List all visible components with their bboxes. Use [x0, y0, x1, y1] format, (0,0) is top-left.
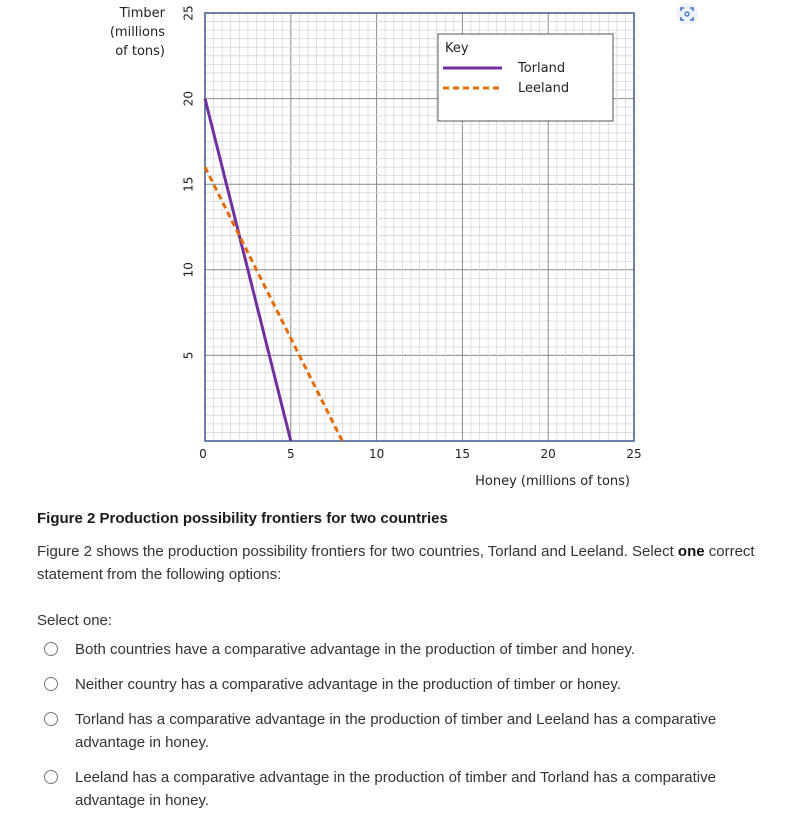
select-one-label: Select one:	[37, 612, 113, 629]
expand-image-button[interactable]	[676, 3, 698, 25]
legend-label-torland: Torland	[518, 61, 566, 76]
radio-button[interactable]	[44, 642, 58, 656]
x-tick-label: 20	[540, 447, 556, 461]
x-tick-label: 5	[286, 447, 295, 461]
x-axis-label: Honey (millions of tons)	[475, 474, 630, 489]
answer-option-1[interactable]	[44, 638, 764, 661]
option-label: Leeland has a comparative advantage in the production of timber and Torland has a comparative advantage in honey.	[75, 769, 716, 809]
option-label: Torland has a comparative advantage in the production of timber and Leeland has a comparative advantage in honey.	[75, 711, 717, 751]
x-tick-label: 10	[368, 447, 385, 461]
expand-image-icon	[680, 7, 694, 21]
question-text: Figure 2 shows the production possibility frontiers for two countries, Torland and Leeland. Select one correct statement from the following options:	[37, 543, 755, 583]
radio-button[interactable]	[44, 770, 58, 784]
figure-caption: Figure 2 Production possibility frontiers for two countries	[37, 510, 448, 527]
answer-options	[44, 638, 764, 826]
answer-option-4[interactable]	[44, 766, 764, 812]
option-label: Both countries have a comparative advantage in the production of timber and honey.	[75, 641, 636, 658]
legend-title: Key	[445, 41, 469, 56]
y-axis-label: (millions	[109, 25, 165, 40]
answer-option-3[interactable]	[44, 708, 764, 754]
y-axis-label: Timber	[119, 6, 165, 21]
radio-button[interactable]	[44, 677, 58, 691]
y-tick-label: 25	[181, 5, 196, 21]
option-label: Neither country has a comparative advantage in the production of timber or honey.	[75, 676, 621, 693]
y-axis-label: of tons)	[115, 44, 165, 59]
y-tick-label: 15	[181, 176, 196, 192]
y-tick-label: 20	[181, 90, 196, 107]
y-tick-label: 10	[181, 262, 196, 278]
y-tick-label: 5	[181, 351, 196, 360]
legend-label-leeland: Leeland	[518, 81, 570, 96]
x-tick-label: 0	[199, 447, 207, 461]
x-tick-label: 15	[454, 447, 471, 461]
answer-option-2[interactable]	[44, 673, 764, 696]
x-tick-label: 25	[626, 447, 642, 461]
radio-button[interactable]	[44, 712, 58, 726]
